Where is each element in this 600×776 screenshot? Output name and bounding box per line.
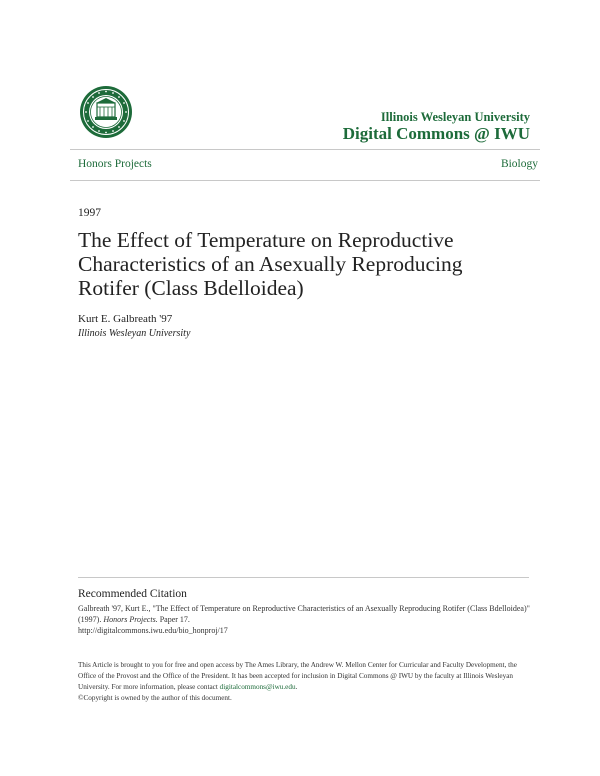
repository-name[interactable]: Digital Commons @ IWU bbox=[342, 124, 530, 143]
publication-year: 1997 bbox=[78, 207, 101, 219]
author-affiliation: Illinois Wesleyan University bbox=[78, 328, 191, 339]
author-name: Kurt E. Galbreath '97 bbox=[78, 313, 173, 325]
copyright-notice: ©Copyright is owned by the author of this document. bbox=[78, 694, 232, 702]
citation-paper-number: Paper 17. bbox=[159, 615, 190, 624]
notice-period: . bbox=[295, 683, 298, 691]
access-notice bbox=[78, 660, 530, 704]
citation-body bbox=[78, 603, 530, 636]
notice-text: This Article is brought to you for free and open access by The Ames Library, the Andrew W. Mellon Center for Curricular and Faculty Development, the Office of the Provost and the Office of the President. It has been accepted for inclusion in Digital Commons @ IWU by the faculty at Illinois Wesleyan University. For more information, please contact bbox=[78, 661, 517, 691]
citation-series: Honors Projects. bbox=[103, 615, 158, 624]
citation-url[interactable]: http://digitalcommons.iwu.edu/bio_honproj/17 bbox=[78, 626, 228, 635]
citation-divider bbox=[78, 577, 529, 578]
citation-heading: Recommended Citation bbox=[78, 588, 187, 600]
header-divider-top bbox=[70, 149, 540, 150]
citation-text: Galbreath '97, Kurt E., "The Effect of Temperature on Reproductive Characteristics of an Asexually Reproducing Rotifer (Class Bdelloidea)" (1997). bbox=[78, 604, 530, 624]
contact-email-link[interactable]: digitalcommons@iwu.edu bbox=[219, 683, 296, 691]
university-seal-icon bbox=[79, 85, 133, 139]
header-divider-bottom bbox=[70, 180, 540, 181]
biology-link[interactable]: Biology bbox=[500, 158, 538, 170]
institution-name[interactable]: Illinois Wesleyan University bbox=[380, 110, 530, 124]
article-title: The Effect of Temperature on Reproductive Characteristics of an Asexually Reproducing Rotifer (Class Bdelloidea) bbox=[78, 228, 463, 300]
honors-projects-link[interactable]: Honors Projects bbox=[78, 158, 152, 170]
